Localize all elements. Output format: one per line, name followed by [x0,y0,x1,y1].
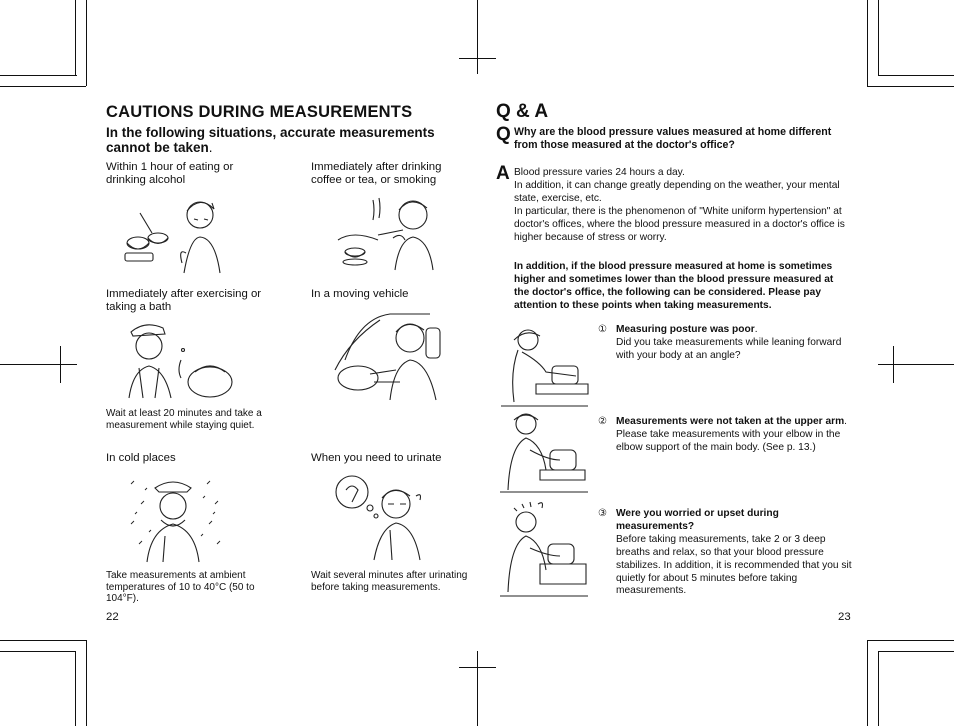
q-letter: Q [496,124,511,145]
cautions-subtitle: In the following situations, accurate measurements cannot be taken. [106,125,435,155]
question-text: Why are the blood pressure values measured at home different from those measured at the doctor's office? [514,126,832,152]
caution-item-label: Within 1 hour of eating or drinking alcohol [106,161,234,187]
page-number-left: 22 [106,611,119,623]
worried-illustration [500,500,590,600]
caution-note: Take measurements at ambient temperatures of 10 to 40°C (50 to 104°F). [106,570,255,604]
point-number: ③ [598,508,608,519]
man-cold-illustration [125,474,225,564]
caution-item-label: Immediately after exercising or taking a bath [106,288,262,314]
answer-text: Blood pressure varies 24 hours a day. In addition, it can change greatly depending on the weather, your mental state, exercise, etc. In particular, there is the phenomenon of "White uniform hypertension" at doctor's offices, where the blood pressure measured in a doctor's office is higher because of stress or worry. [514,167,845,243]
point-body: Were you worried or upset during measurements? Before taking measurements, take 2 or 3 deep breaths and relax, so that your blood pressure stabilizes. In addition, it is recommended that you sit quietly for about 5 minutes before taking measurements. [616,508,852,597]
caution-item-label: In cold places [106,452,176,464]
man-driving-illustration [330,310,445,405]
man-after-exercise-illustration [125,320,240,400]
caution-item-label: Immediately after drinking coffee or tea, or smoking [311,161,442,187]
cautions-title: CAUTIONS DURING MEASUREMENTS [106,103,413,121]
man-smoking-illustration [333,190,438,270]
point-number: ① [598,324,608,335]
caution-item-label: In a moving vehicle [311,288,409,300]
a-letter: A [496,163,510,184]
point-number: ② [598,416,608,427]
emphasis-text: In addition, if the blood pressure measured at home is sometimes higher and sometimes lower than the blood pressure measured at the doctor's office, the following can be considered. Please pay attention to these points when taking measurements. [514,261,834,311]
page-number-right: 23 [838,611,851,623]
caution-note: Wait at least 20 minutes and take a measurement while staying quiet. [106,408,262,431]
upper-arm-illustration [500,410,590,495]
qa-title: Q & A [496,101,549,122]
caution-item-label: When you need to urinate [311,452,442,464]
man-urinate-illustration [330,468,435,563]
caution-note: Wait several minutes after urinating before taking measurements. [311,570,468,593]
point-body: Measurements were not taken at the upper arm. Please take measurements with your elbow in the elbow support of the main body. (See p. 13.) [616,416,847,453]
posture-illustration [496,322,591,407]
point-body: Measuring posture was poor. Did you take measurements while leaning forward with your body at an angle? [616,324,842,361]
man-eating-illustration [120,193,240,273]
